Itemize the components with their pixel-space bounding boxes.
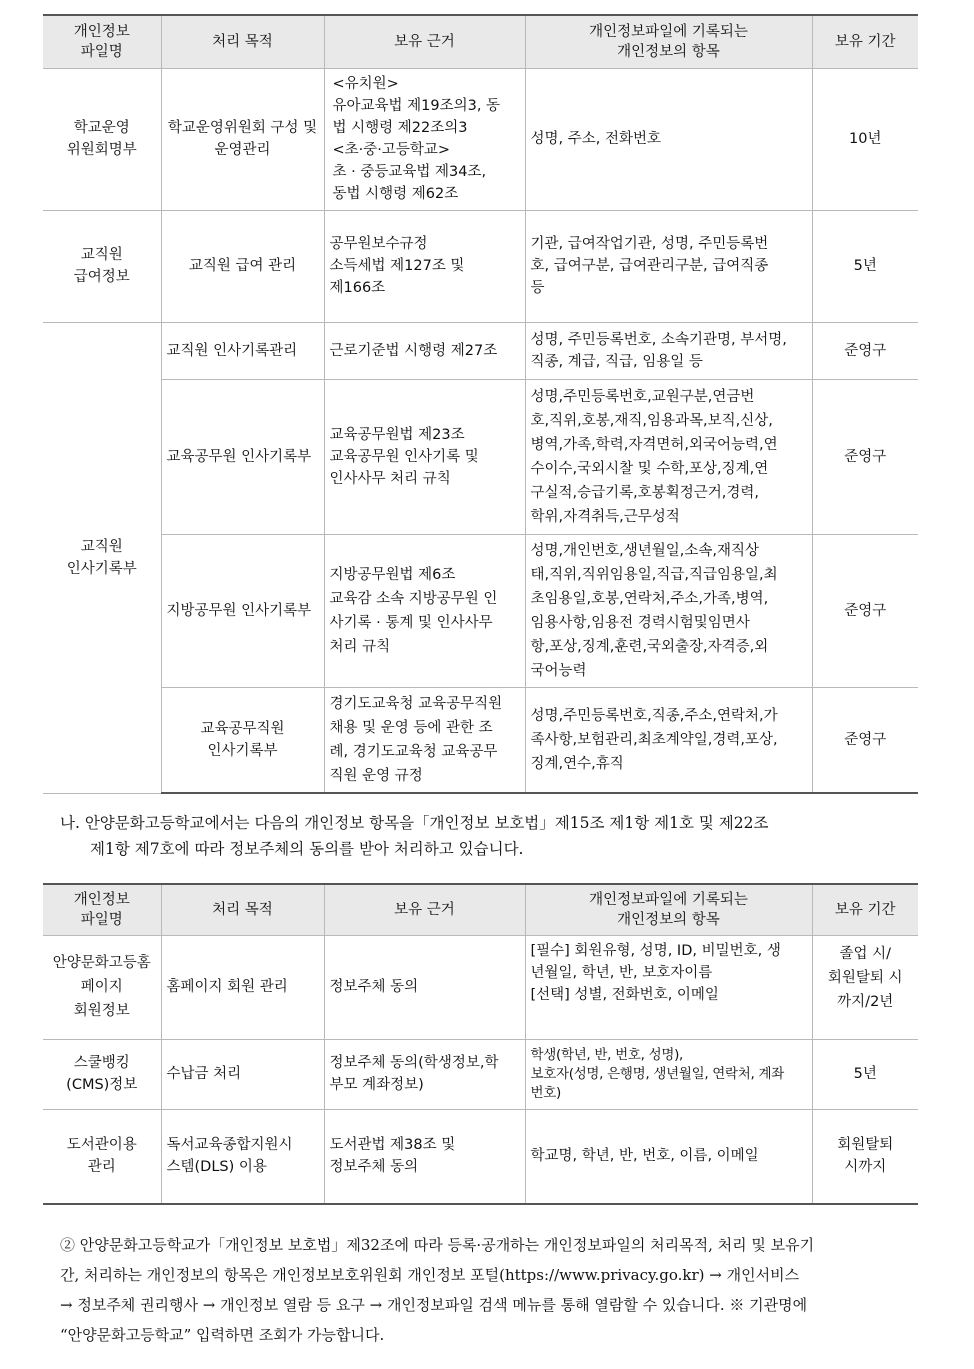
table-row: [43, 1039, 918, 1109]
cell-period: 준영구: [812, 687, 918, 793]
cell-items: [필수] 회원유형, 성명, ID, 비밀번호, 생 년월일, 학년, 반, 보호자이름 [선택] 성별, 전화번호, 이메일: [525, 935, 812, 1039]
cell-basis: 지방공무원법 제6조 교육감 소속 지방공무원 인 사기록 · 통계 및 인사사무 처리 규칙: [324, 534, 525, 687]
table-header-row: [43, 15, 918, 68]
table-row: [43, 68, 918, 210]
cell-file-name-group: 교직원 인사기록부: [43, 322, 161, 793]
paragraph-portal-notice: [60, 1230, 922, 1350]
cell-purpose: 지방공무원 인사기록부: [161, 534, 324, 687]
cell-purpose: 교육공무직원 인사기록부: [161, 687, 324, 793]
cell-items: 학교명, 학년, 반, 번호, 이름, 이메일: [525, 1109, 812, 1204]
header-file-name: 개인정보 파일명: [43, 884, 161, 935]
header-basis: 보유 근거: [324, 15, 525, 68]
cell-file-name: 학교운영 위원회명부: [43, 68, 161, 210]
cell-period: 5년: [812, 210, 918, 322]
cell-file-name: 도서관이용 관리: [43, 1109, 161, 1204]
paragraph-line: 간, 처리하는 개인정보의 항목은 개인정보보호위원회 개인정보 포털(https://www.privacy.go.kr) → 개인서비스: [60, 1266, 800, 1284]
cell-file-name: 교직원 급여정보: [43, 210, 161, 322]
cell-basis: 정보주체 동의(학생정보,학 부모 계좌정보): [324, 1039, 525, 1109]
cell-purpose: 학교운영위원회 구성 및 운영관리: [161, 68, 324, 210]
cell-items: 학생(학년, 반, 번호, 성명), 보호자(성명, 은행명, 생년월일, 연락처, 계좌 번호): [525, 1039, 812, 1109]
header-purpose: 처리 목적: [161, 15, 324, 68]
paragraph-line: 나. 안양문화고등학교에서는 다음의 개인정보 항목을「개인정보 보호법」제15조 제1항 제1호 및 제22조: [60, 814, 769, 832]
cell-items: 성명, 주민등록번호, 소속기관명, 부서명, 직종, 계급, 직급, 임용일 등: [525, 322, 812, 379]
cell-period: 5년: [812, 1039, 918, 1109]
header-items: 개인정보파일에 기록되는 개인정보의 항목: [525, 884, 812, 935]
personal-info-files-table-1: [43, 14, 918, 794]
cell-basis: 경기도교육청 교육공무직원 채용 및 운영 등에 관한 조 례, 경기도교육청 교육공무 직원 운영 규정: [324, 687, 525, 793]
table-row: [43, 534, 918, 687]
header-period: 보유 기간: [812, 884, 918, 935]
table-header-row: [43, 884, 918, 935]
table-row: [43, 935, 918, 1039]
cell-purpose: 독서교육종합지원시 스템(DLS) 이용: [161, 1109, 324, 1204]
cell-file-name: 안양문화고등홈 페이지 회원정보: [43, 935, 161, 1039]
cell-purpose: 교육공무원 인사기록부: [161, 379, 324, 534]
header-purpose: 처리 목적: [161, 884, 324, 935]
table-row: [43, 210, 918, 322]
cell-basis: 공무원보수규정 소득세법 제127조 및 제166조: [324, 210, 525, 322]
cell-purpose: 홈페이지 회원 관리: [161, 935, 324, 1039]
header-file-name: 개인정보 파일명: [43, 15, 161, 68]
table-row: [43, 1109, 918, 1204]
cell-period: 준영구: [812, 322, 918, 379]
cell-purpose: 교직원 급여 관리: [161, 210, 324, 322]
cell-basis: 도서관법 제38조 및 정보주체 동의: [324, 1109, 525, 1204]
header-items: 개인정보파일에 기록되는 개인정보의 항목: [525, 15, 812, 68]
cell-items: 성명, 주소, 전화번호: [525, 68, 812, 210]
cell-items: 기관, 급여작업기관, 성명, 주민등록번 호, 급여구분, 급여관리구분, 급여직종 등: [525, 210, 812, 322]
cell-period: 10년: [812, 68, 918, 210]
paragraph-line: ② 안양문화고등학교가「개인정보 보호법」제32조에 따라 등록·공개하는 개인정보파일의 처리목적, 처리 및 보유기: [60, 1236, 815, 1254]
header-basis: 보유 근거: [324, 884, 525, 935]
cell-basis: 정보주체 동의: [324, 935, 525, 1039]
table-row: [43, 322, 918, 379]
cell-period: 준영구: [812, 534, 918, 687]
cell-file-name: 스쿨뱅킹 (CMS)정보: [43, 1039, 161, 1109]
cell-purpose: 교직원 인사기록관리: [161, 322, 324, 379]
cell-items: 성명,개인번호,생년월일,소속,재직상 태,직위,직위임용일,직급,직급임용일,최 초임용일,호봉,연락처,주소,가족,병역, 임용사항,임용전 경력시험및임면사 항,포상,징계,훈련,국외출장,자격증,외 국어능력: [525, 534, 812, 687]
header-period: 보유 기간: [812, 15, 918, 68]
cell-purpose: 수납금 처리: [161, 1039, 324, 1109]
table-row: [43, 379, 918, 534]
cell-period: 졸업 시/ 회원탈퇴 시 까지/2년: [812, 935, 918, 1039]
cell-items: 성명,주민등록번호,교원구분,연금번 호,직위,호봉,재직,임용과목,보직,신상, 병역,가족,학력,자격면허,외국어능력,연 수이수,국외시찰 및 수학,포상,징계,연 구실적,승급기록,호봉획정근거,경력, 학위,자격취득,근무성적: [525, 379, 812, 534]
cell-basis: 교육공무원법 제23조 교육공무원 인사기록 및 인사사무 처리 규칙: [324, 379, 525, 534]
cell-period: 준영구: [812, 379, 918, 534]
personal-info-files-table-2: [43, 883, 918, 1205]
cell-basis: <유치원> 유아교육법 제19조의3, 동 법 시행령 제22조의3 <초·중·고등학교> 초 · 중등교육법 제34조, 동법 시행령 제62조: [324, 68, 525, 210]
paragraph-consent-intro: [60, 810, 922, 862]
cell-period: 회원탈퇴 시까지: [812, 1109, 918, 1204]
paragraph-line: 제1항 제7호에 따라 정보주체의 동의를 받아 처리하고 있습니다.: [90, 840, 524, 858]
table-row: [43, 687, 918, 793]
cell-basis: 근로기준법 시행령 제27조: [324, 322, 525, 379]
paragraph-line: → 정보주체 권리행사 → 개인정보 열람 등 요구 → 개인정보파일 검색 메뉴를 통해 열람할 수 있습니다. ※ 기관명에: [60, 1296, 808, 1314]
paragraph-line: “안양문화고등학교” 입력하면 조회가 가능합니다.: [60, 1326, 385, 1344]
cell-items: 성명,주민등록번호,직종,주소,연락처,가 족사항,보험관리,최초계약일,경력,포상, 징계,연수,휴직: [525, 687, 812, 793]
